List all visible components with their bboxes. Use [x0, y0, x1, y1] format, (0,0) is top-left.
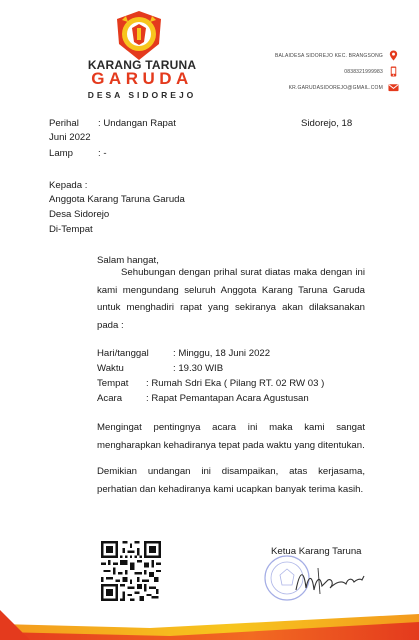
footer-decoration	[0, 610, 419, 640]
organization-emblem-icon	[114, 10, 164, 62]
closing-paragraph-2: Demikian undangan ini disampaikan, atas kerjasama, perhatian dan kehadiranya kami ucapkan banyak terima kasih.	[97, 466, 365, 495]
handwritten-signature	[290, 560, 370, 600]
contact-email	[289, 82, 399, 93]
mail-icon	[388, 82, 399, 93]
detail-label-event: Acara	[97, 393, 123, 404]
intro-paragraph: Sehubungan dengan prihal surat diatas maka dengan ini kami mengundang seluruh Anggota Karang Taruna Garuda untuk menghadiri rapat yang sekiranya akan dilaksanakan pada :	[97, 267, 365, 331]
qr-code	[101, 541, 161, 601]
detail-value-time: : 19.30 WIB	[173, 363, 224, 374]
lamp-value: : -	[98, 148, 107, 159]
org-name-line2: GARUDA	[91, 69, 193, 88]
recipient-line1: Anggota Karang Taruna Garuda	[49, 194, 185, 205]
detail-value-date: : Minggu, 18 Juni 2022	[173, 348, 271, 359]
signer-title: Ketua Karang Taruna	[271, 546, 362, 557]
detail-label-place: Tempat	[97, 378, 129, 389]
contact-phone	[344, 66, 399, 77]
org-name-line3: DESA SIDOREJO	[87, 90, 197, 100]
greeting: Salam hangat,	[97, 255, 159, 266]
contact-address	[275, 50, 399, 61]
lamp-label: Lamp	[49, 148, 73, 159]
place-date: Sidorejo, 18	[301, 118, 353, 129]
detail-label-date: Hari/tanggal	[97, 348, 149, 359]
closing-paragraph-1: Mengingat pentingnya acara ini maka kami sangat mengharapkan kehadiranya tepat pada waktu yang ditentukan.	[97, 422, 365, 451]
detail-label-time: Waktu	[97, 363, 124, 374]
phone-icon	[388, 66, 399, 77]
kepada-label: Kepada :	[49, 180, 88, 191]
location-pin-icon	[388, 50, 399, 61]
contact-email-text: KR.GARUDASIDOREJO@GMAIL.COM	[288, 84, 383, 91]
contact-address-text: BALAIDESA SIDOREJO KEC. BRANGSONG	[274, 52, 383, 59]
date-continuation: Juni 2022	[49, 132, 91, 143]
detail-value-place: : Rumah Sdri Eka ( Pilang RT. 02 RW 03 )	[146, 378, 325, 389]
recipient-line2: Desa Sidorejo	[49, 209, 110, 220]
contact-phone-text: 0838321999983	[344, 68, 383, 75]
perihal-label: Perihal	[49, 118, 79, 129]
detail-value-event: : Rapat Pemantapan Acara Agustusan	[146, 393, 309, 404]
recipient-line3: Di-Tempat	[49, 224, 93, 235]
org-name-line1: KARANG TARUNA	[87, 58, 197, 72]
perihal-value: : Undangan Rapat	[98, 118, 176, 129]
